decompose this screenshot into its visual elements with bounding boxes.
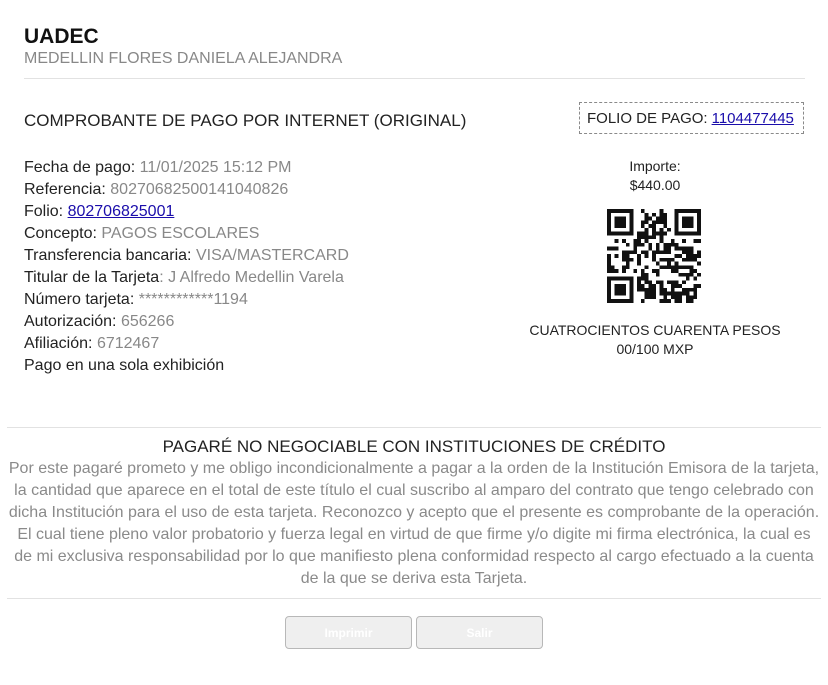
detail-row-fecha	[24, 157, 349, 179]
detail-value: 11/01/2025 15:12 PM	[139, 159, 292, 176]
amount-value: $440.00	[629, 177, 681, 193]
detail-row-autorizacion	[24, 311, 349, 333]
amount-in-words	[505, 321, 805, 359]
detail-row-titular	[24, 267, 349, 289]
detail-label: Transferencia bancaria:	[24, 247, 192, 264]
detail-row-exhibicion	[24, 355, 349, 377]
detail-label: Folio:	[24, 203, 64, 220]
detail-label: Referencia:	[24, 181, 106, 198]
legal-title: PAGARÉ NO NEGOCIABLE CON INSTITUCIONES DE CRÉDITO	[162, 437, 666, 456]
folio-link[interactable]: 1104477445	[711, 109, 794, 127]
detail-row-concepto	[24, 223, 349, 245]
print-button[interactable]: Imprimir	[285, 616, 412, 649]
payment-details	[24, 157, 349, 377]
qr-code-icon	[607, 209, 701, 303]
detail-row-transferencia	[24, 245, 349, 267]
organization-name: UADEC	[24, 25, 99, 48]
detail-label: Concepto:	[24, 225, 97, 242]
detail-row-numero-tarjeta	[24, 289, 349, 311]
detail-value: ************1194	[138, 291, 248, 308]
receipt-title: COMPROBANTE DE PAGO POR INTERNET (ORIGINAL)	[24, 111, 467, 130]
folio-label: FOLIO DE PAGO:	[587, 109, 708, 127]
detail-label: Número tarjeta:	[24, 291, 135, 308]
detail-label: Fecha de pago:	[24, 159, 136, 176]
detail-value: PAGOS ESCOLARES	[101, 225, 260, 242]
folio-detail-link[interactable]: 802706825001	[67, 203, 175, 220]
legal-text: Por este pagaré prometo y me obligo incondicionalmente a pagar a la orden de la Institución Emisora de la tarjeta, la cantidad que aparece en el total de este título el cual suscribo al amparo del contrato que tengo celebrado con dicha Institución para el uso de esta tarjeta. Reconozco y acepto que el presente es comprobante de la operación. El cual tiene pleno valor probatorio y fuerza legal en virtud de que firme y/o digite mi firma electrónica, la cual es de mi exclusiva responsabilidad por lo que manifiesto plena conformidad respecto al cargo efectuado a la cuenta de la que se deriva esta Tarjeta.	[8, 460, 820, 587]
legal-top-divider	[7, 427, 821, 428]
amount-words-line1: CUATROCIENTOS CUARENTA PESOS	[529, 322, 781, 338]
detail-label: Autorización:	[24, 313, 117, 330]
detail-value: VISA/MASTERCARD	[195, 247, 349, 264]
detail-row-afiliacion	[24, 333, 349, 355]
detail-label: Titular de la Tarjeta	[24, 269, 160, 286]
detail-value: : J Alfredo Medellin Varela	[159, 269, 344, 286]
detail-row-referencia	[24, 179, 349, 201]
header-divider	[24, 78, 805, 79]
detail-row-folio	[24, 201, 349, 223]
detail-label: Afiliación:	[24, 335, 93, 352]
amount-words-line2: 00/100 MXP	[616, 341, 694, 357]
folio-box	[579, 102, 804, 134]
detail-value: 656266	[120, 313, 175, 330]
detail-label: Pago en una sola exhibición	[24, 357, 225, 374]
amount-label: Importe:	[629, 158, 681, 174]
payer-name: MEDELLIN FLORES DANIELA ALEJANDRA	[24, 50, 343, 67]
legal-bottom-divider	[7, 598, 821, 599]
exit-button[interactable]: Salir	[416, 616, 543, 649]
amount-block	[555, 157, 755, 195]
detail-value: 6712467	[96, 335, 160, 352]
detail-value: 80270682500141040826	[110, 181, 289, 198]
